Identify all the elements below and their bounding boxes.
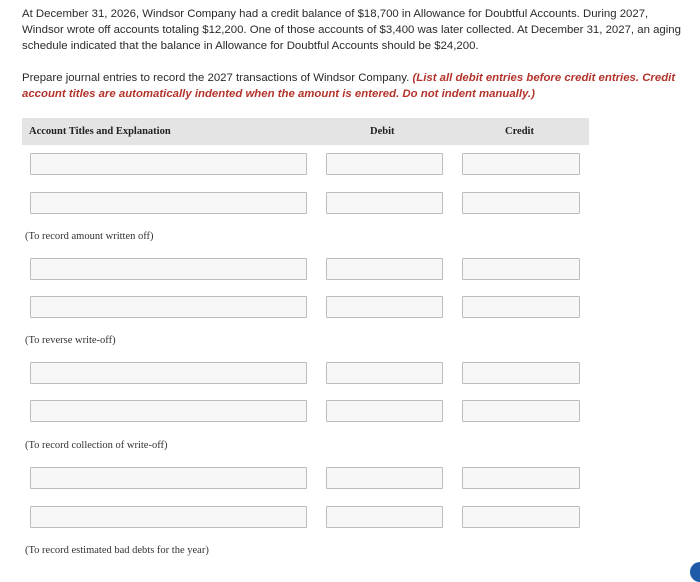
entry-1-debit-field-2[interactable] xyxy=(326,192,443,214)
entry-2-debit-field-1[interactable] xyxy=(326,258,443,280)
entry-2-account-field-2[interactable] xyxy=(30,296,307,318)
entry-4-account-field-1[interactable] xyxy=(30,467,307,489)
entry-1-note: (To record amount written off) xyxy=(25,231,154,242)
entry-3-credit-field-1[interactable] xyxy=(462,362,580,384)
entry-2-note: (To reverse write-off) xyxy=(25,335,116,346)
entry-4-note: (To record estimated bad debts for the year) xyxy=(25,545,209,556)
entry-1-credit-field-1[interactable] xyxy=(462,153,580,175)
instructions-text: Prepare journal entries to record the 2027 transactions of Windsor Company. xyxy=(22,72,413,84)
entry-2-credit-field-2[interactable] xyxy=(462,296,580,318)
entry-4-credit-field-2[interactable] xyxy=(462,506,580,528)
problem-statement: At December 31, 2026, Windsor Company had a credit balance of $18,700 in Allowance for Doubtful Accounts. During 2027, Windsor wrote off accounts totaling $12,200. One of those accounts of $3,400 was later collected. At December 31, 2027, an aging schedule indicated that the balance in Allowance for Doubtful Accounts should be $24,200. xyxy=(22,8,681,52)
help-badge-icon[interactable] xyxy=(690,562,700,582)
entry-4-credit-field-1[interactable] xyxy=(462,467,580,489)
header-credit: Credit xyxy=(505,126,534,137)
entry-1-debit-field-1[interactable] xyxy=(326,153,443,175)
entry-4-debit-field-2[interactable] xyxy=(326,506,443,528)
entry-4-debit-field-1[interactable] xyxy=(326,467,443,489)
instructions xyxy=(22,70,692,102)
entry-3-credit-field-2[interactable] xyxy=(462,400,580,422)
header-debit: Debit xyxy=(370,126,395,137)
entry-1-account-field-2[interactable] xyxy=(30,192,307,214)
journal-table-header xyxy=(22,118,589,145)
entry-3-note: (To record collection of write-off) xyxy=(25,440,168,451)
header-account-titles: Account Titles and Explanation xyxy=(29,126,171,137)
entry-1-credit-field-2[interactable] xyxy=(462,192,580,214)
entry-3-account-field-2[interactable] xyxy=(30,400,307,422)
entry-2-account-field-1[interactable] xyxy=(30,258,307,280)
entry-1-account-field-1[interactable] xyxy=(30,153,307,175)
entry-3-debit-field-2[interactable] xyxy=(326,400,443,422)
entry-2-credit-field-1[interactable] xyxy=(462,258,580,280)
entry-2-debit-field-2[interactable] xyxy=(326,296,443,318)
entry-4-account-field-2[interactable] xyxy=(30,506,307,528)
instructions-emphasis: (List all debit entries before credit entries. Credit account titles are automatically indented when the amount is entered. Do not indent manually.) xyxy=(22,72,676,100)
entry-3-debit-field-1[interactable] xyxy=(326,362,443,384)
entry-3-account-field-1[interactable] xyxy=(30,362,307,384)
